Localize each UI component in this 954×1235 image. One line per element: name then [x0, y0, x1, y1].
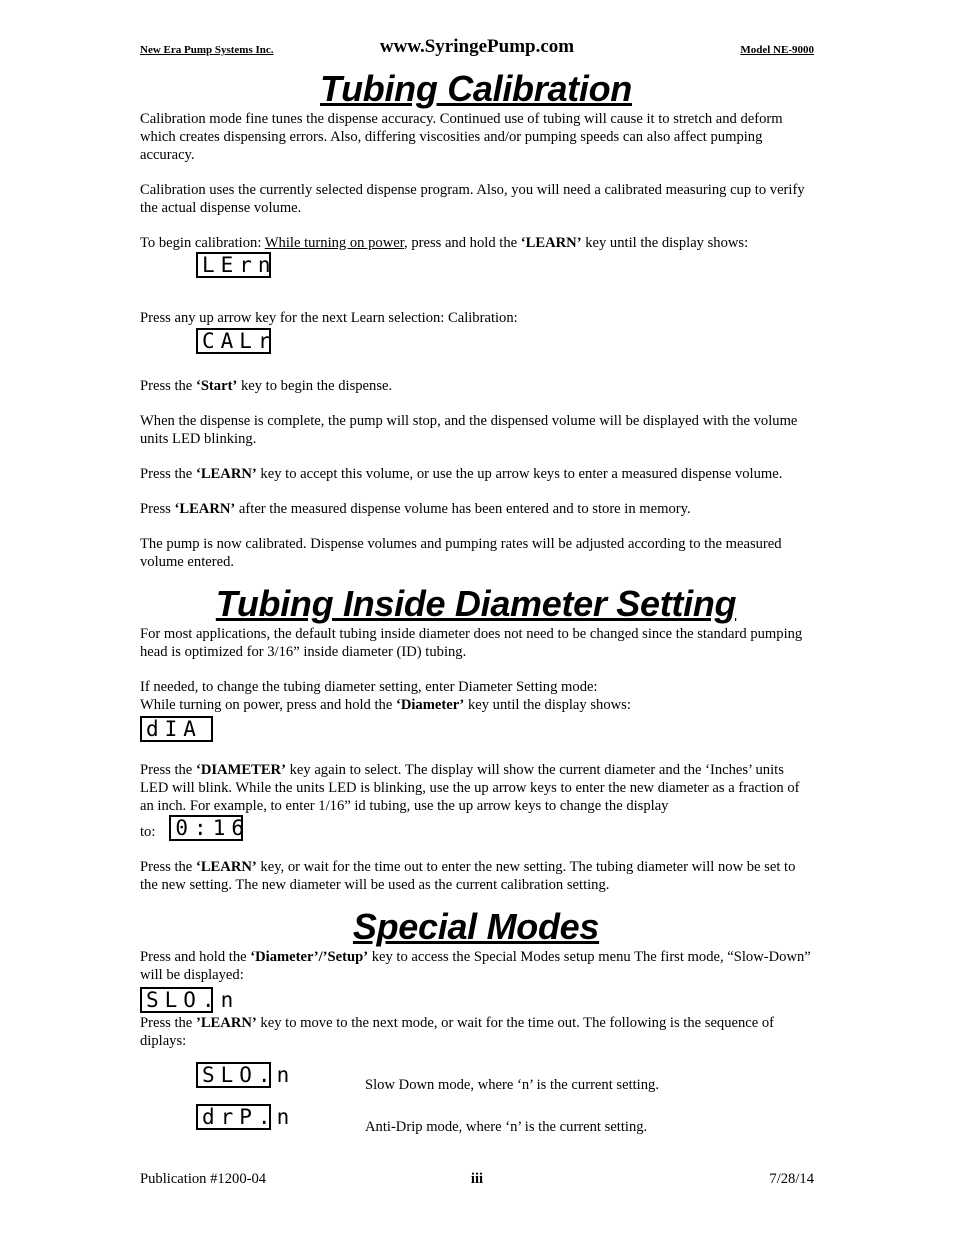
lcd-display-diameter: dIA	[140, 716, 213, 742]
publication-number: Publication #1200-04	[140, 1171, 267, 1187]
display-example-line	[140, 815, 812, 841]
diameter-paragraph: If needed, to change the tubing diameter setting, enter Diameter Setting mode:	[140, 679, 598, 695]
lcd-display-calibration: CALr	[196, 328, 271, 354]
lcd-display-slow-down: SLO.n	[196, 1062, 271, 1088]
calibration-paragraph: The pump is now calibrated. Dispense volumes and pumping rates will be adjusted according to the measured volume entered.	[140, 536, 782, 570]
page-number: iii	[470, 1171, 484, 1187]
special-paragraph: Press the ’LEARN’ key to move to the next mode, or wait for the time out. The following is the sequence of diplays:	[140, 1015, 775, 1049]
calibration-paragraph: Press the ‘LEARN’ key to accept this volume, or use the up arrow keys to enter a measured dispense volume.	[140, 466, 783, 482]
publication-date: 7/28/14	[769, 1171, 814, 1187]
website-url: www.SyringePump.com	[379, 36, 575, 57]
page-content	[140, 68, 812, 1146]
calibration-paragraph: Calibration mode fine tunes the dispense accuracy. Continued use of tubing will cause it to stretch and deform which creates dispensing errors. Also, differing viscosities and/or pumping speeds can also affect pumping accuracy.	[140, 111, 783, 163]
calibration-paragraph: Calibration uses the currently selected dispense program. Also, you will need a calibrated measuring cup to verify the actual dispense volume.	[140, 182, 805, 216]
to-label: to:	[140, 824, 156, 840]
lcd-display-row	[140, 716, 812, 743]
mode-description: Anti-Drip mode, where ‘n’ is the current setting.	[365, 1119, 648, 1135]
calibration-paragraph: To begin calibration: While turning on power, press and hold the ‘LEARN’ key until the display shows:	[140, 235, 749, 251]
mode-sequence-item	[140, 1104, 812, 1146]
company-name: New Era Pump Systems Inc.	[140, 44, 274, 56]
mode-description: Slow Down mode, where ‘n’ is the current setting.	[365, 1077, 659, 1093]
mode-sequence-item	[140, 1062, 812, 1104]
diameter-paragraph: Press the ‘DIAMETER’ key again to select. The display will show the current diameter and the ‘Inches’ units LED will blink. While the units LED is blinking, use the up arrow keys to enter the new diameter as a fraction of an inch. For example, to enter 1/16” id tubing, use the up arrow keys to change the display	[140, 762, 800, 814]
lcd-display-slow-down: SLO.n	[140, 987, 213, 1013]
diameter-paragraph: For most applications, the default tubing inside diameter does not need to be changed since the standard pumping head is optimized for 3/16” inside diameter (ID) tubing.	[140, 626, 803, 660]
lcd-display-anti-drip: drP.n	[196, 1104, 271, 1130]
calibration-paragraph: When the dispense is complete, the pump will stop, and the dispensed volume will be displayed with the volume units LED blinking.	[140, 413, 798, 447]
calibration-paragraph: Press the ‘Start’ key to begin the dispense.	[140, 378, 393, 394]
calibration-paragraph: Press ‘LEARN’ after the measured dispense volume has been entered and to store in memory.	[140, 501, 691, 517]
diameter-paragraph: Press the ‘LEARN’ key, or wait for the time out to enter the new setting. The tubing diameter will now be set to the new setting. The new diameter will be used as the current calibration setting.	[140, 859, 796, 893]
lcd-display-row	[140, 987, 812, 1014]
tubing-diameter-heading: Tubing Inside Diameter Setting	[215, 583, 737, 624]
lcd-display-diameter-value: 0:16	[169, 815, 243, 841]
model-number: Model NE-9000	[740, 44, 814, 56]
page-header	[140, 36, 814, 60]
tubing-calibration-heading: Tubing Calibration	[320, 68, 632, 109]
lcd-display-learn: LErn	[196, 252, 271, 278]
diameter-paragraph: While turning on power, press and hold the ‘Diameter’ key until the display shows:	[140, 697, 631, 713]
special-paragraph: Press and hold the ‘Diameter’/’Setup’ key to access the Special Modes setup menu The first mode, “Slow-Down” will be displayed:	[140, 949, 811, 983]
lcd-display-row	[196, 252, 812, 279]
calibration-paragraph: Press any up arrow key for the next Learn selection: Calibration:	[140, 310, 518, 326]
lcd-display-row	[196, 328, 812, 355]
special-modes-heading: Special Modes	[352, 906, 600, 947]
